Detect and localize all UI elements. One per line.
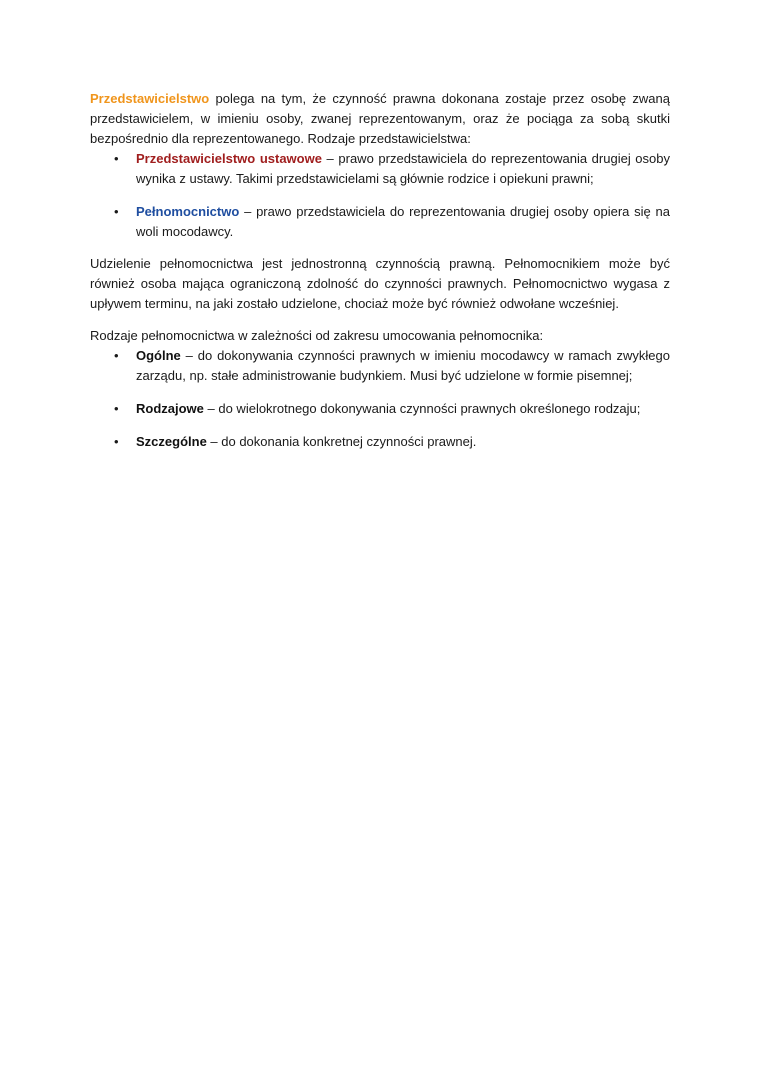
scope-types-list: [90, 346, 670, 452]
type-text-statutory: – prawo przedstawiciela do reprezentowania drugiej osoby wynika z ustawy. Takimi przedstawicielami są głównie rodzice i opiekuni prawni;: [136, 151, 670, 186]
intro-text: polega na tym, że czynność prawna dokonana zostaje przez osobę zwaną przedstawicielem, w imieniu osoby, zwanej reprezentowanym, oraz że pociąga za sobą skutki bezpośrednio dla reprezentowanego. Rodzaje przedstawicielstwa:: [90, 91, 670, 146]
intro-term: Przedstawicielstwo: [90, 91, 210, 106]
scope-text-specific: – do dokonania konkretnej czynności prawnej.: [206, 434, 477, 449]
scope-text-general: – do dokonywania czynności prawnych w imieniu mocodawcy w ramach zwykłego zarządu, np. stałe administrowanie budynkiem. Musi być udzielone w formie pisemnej;: [136, 348, 670, 383]
power-of-attorney-paragraph: Udzielenie pełnomocnictwa jest jednostronną czynnością prawną. Pełnomocnikiem może być również osoba mająca ograniczoną zdolność do czynności prawnych. Pełnomocnictwo wygasa z upływem terminu, na jaki zostało udzielone, chociaż może być również odwołane wcześniej.: [90, 256, 670, 311]
scope-term-generic: Rodzajowe: [136, 401, 204, 416]
type-text-power-of-attorney: – prawo przedstawiciela do reprezentowania drugiej osoby opiera się na woli mocodawcy.: [136, 204, 670, 239]
bullet-icon: •: [114, 434, 119, 449]
scope-intro-paragraph: Rodzaje pełnomocnictwa w zależności od zakresu umocowania pełnomocnika:: [90, 328, 544, 343]
bullet-icon: •: [114, 204, 119, 219]
bullet-icon: •: [114, 348, 119, 363]
scope-text-generic: – do wielokrotnego dokonywania czynności prawnych określonego rodzaju;: [203, 401, 641, 416]
type-term-power-of-attorney: Pełnomocnictwo: [136, 204, 240, 219]
type-term-statutory: Przedstawicielstwo ustawowe: [136, 151, 322, 166]
list-item: [90, 346, 670, 386]
list-item: [90, 149, 670, 189]
bullet-icon: •: [114, 151, 119, 166]
representation-types-list: [90, 149, 670, 242]
bullet-icon: •: [114, 401, 119, 416]
intro-paragraph: [90, 89, 670, 149]
document-page: [90, 89, 670, 452]
list-item: [90, 202, 670, 242]
list-item: [90, 399, 670, 419]
scope-term-general: Ogólne: [136, 348, 181, 363]
list-item: [90, 432, 670, 452]
scope-term-specific: Szczególne: [136, 434, 207, 449]
